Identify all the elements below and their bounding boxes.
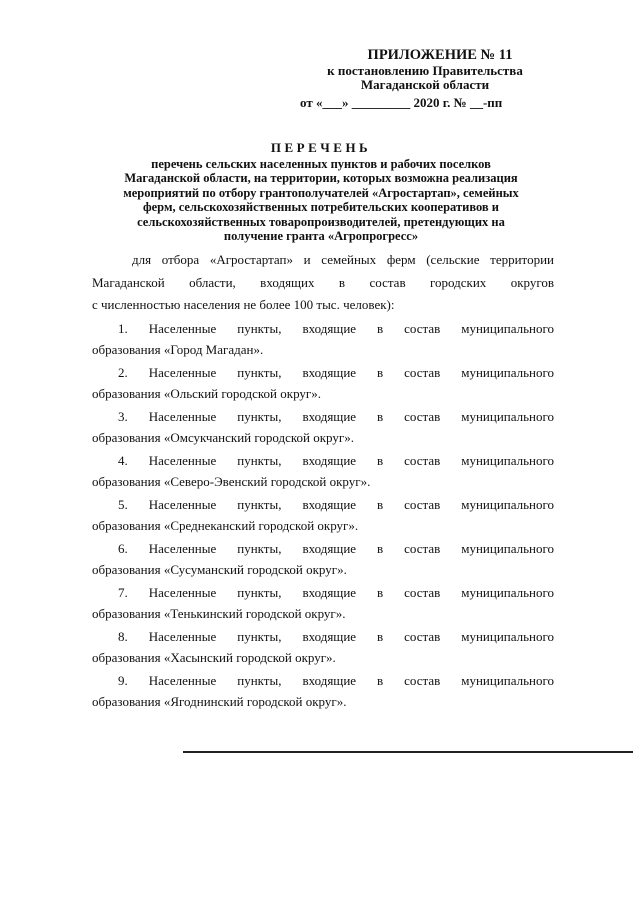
list-item-line-1 xyxy=(92,318,554,340)
list-item xyxy=(92,362,554,405)
heading-subtitle-line: Магаданской области, на территории, которых возможна реализация xyxy=(124,171,518,186)
list-item-line-2: образования «Ольский городской округ». xyxy=(92,386,321,401)
list-item-line-2: образования «Сусуманский городской округ». xyxy=(92,562,347,577)
heading-subtitle-line: ферм, сельскохозяйственных потребительских кооперативов и xyxy=(142,200,500,215)
list-item-text: Населенные пункты, входящие в состав муниципального xyxy=(148,408,555,424)
list-item-line-1 xyxy=(92,670,554,692)
list-item-line-2: образования «Северо-Эвенский городской округ». xyxy=(92,474,371,489)
intro-line: Магаданской области, входящих в состав городских округов xyxy=(92,274,554,290)
list-item-line-1 xyxy=(92,450,554,472)
appendix-block xyxy=(300,47,550,110)
list-item-text: Населенные пункты, входящие в состав муниципального xyxy=(148,364,555,380)
list-item xyxy=(92,538,554,581)
document-body xyxy=(92,249,554,713)
appendix-line-1: к постановлению Правительства xyxy=(327,63,523,78)
list-item-line-2: образования «Омсукчанский городской округ». xyxy=(92,430,354,445)
list-item-line-2: образования «Хасынский городской округ». xyxy=(92,650,336,665)
list-item-text: Населенные пункты, входящие в состав муниципального xyxy=(148,628,555,644)
list-item-text: Населенные пункты, входящие в состав муниципального xyxy=(148,320,555,336)
list-item-line-1 xyxy=(92,406,554,428)
document-heading xyxy=(92,140,550,243)
intro-paragraph xyxy=(92,249,554,317)
list-item xyxy=(92,626,554,669)
list-item-text: Населенные пункты, входящие в состав муниципального xyxy=(148,584,555,600)
list-item-line-1 xyxy=(92,538,554,560)
list-item-line-2: образования «Тенькинский городской округ». xyxy=(92,606,346,621)
list-item-number: 2. xyxy=(118,364,128,380)
list-item-line-2: образования «Среднеканский городской округ». xyxy=(92,518,359,533)
list-item xyxy=(92,318,554,361)
list-item xyxy=(92,406,554,449)
heading-subtitle-line: сельскохозяйственных товаропроизводителей, претендующих на xyxy=(137,214,505,229)
appendix-line-2: Магаданской области xyxy=(360,77,490,92)
list-item xyxy=(92,582,554,625)
list-item-number: 7. xyxy=(118,584,128,600)
list-item-line-1 xyxy=(92,362,554,384)
list-item-number: 3. xyxy=(118,408,128,424)
list-item-text: Населенные пункты, входящие в состав муниципального xyxy=(148,496,555,512)
list-item xyxy=(92,450,554,493)
heading-title: ПЕРЕЧЕНЬ xyxy=(270,140,372,155)
list-item-text: Населенные пункты, входящие в состав муниципального xyxy=(148,540,555,556)
intro-line: для отбора «Агростартап» и семейных ферм (сельские территории xyxy=(132,252,554,267)
appendix-title: ПРИЛОЖЕНИЕ № 11 xyxy=(367,47,513,63)
list-item-number: 4. xyxy=(118,452,128,468)
list-item-number: 6. xyxy=(118,540,128,556)
list-item-number: 8. xyxy=(118,628,128,644)
list-item-line-2: образования «Город Магадан». xyxy=(92,342,264,357)
bottom-rule xyxy=(183,751,633,753)
list-item-number: 9. xyxy=(118,672,128,688)
list-item-line-1 xyxy=(92,626,554,648)
list-item-text: Населенные пункты, входящие в состав муниципального xyxy=(148,672,555,688)
list-item-line-1 xyxy=(92,582,554,604)
list-item-number: 5. xyxy=(118,496,128,512)
settlements-list xyxy=(92,318,554,713)
list-item-line-2: образования «Ягоднинский городской округ». xyxy=(92,694,347,709)
heading-subtitle-line: мероприятий по отбору грантополучателей «Агростартап», семейных xyxy=(123,185,519,200)
list-item-text: Населенные пункты, входящие в состав муниципального xyxy=(148,452,555,468)
heading-subtitle-line: перечень сельских населенных пунктов и рабочих поселков xyxy=(151,157,491,171)
list-item-line-1 xyxy=(92,494,554,516)
heading-subtitle-line: получение гранта «Агропрогресс» xyxy=(223,229,419,244)
list-item xyxy=(92,670,554,713)
list-item xyxy=(92,494,554,537)
appendix-date-line: от «___» _________ 2020 г. № __-пп xyxy=(300,95,503,110)
intro-line: с численностью населения не более 100 тыс. человек): xyxy=(92,297,395,312)
list-item-number: 1. xyxy=(118,320,128,336)
